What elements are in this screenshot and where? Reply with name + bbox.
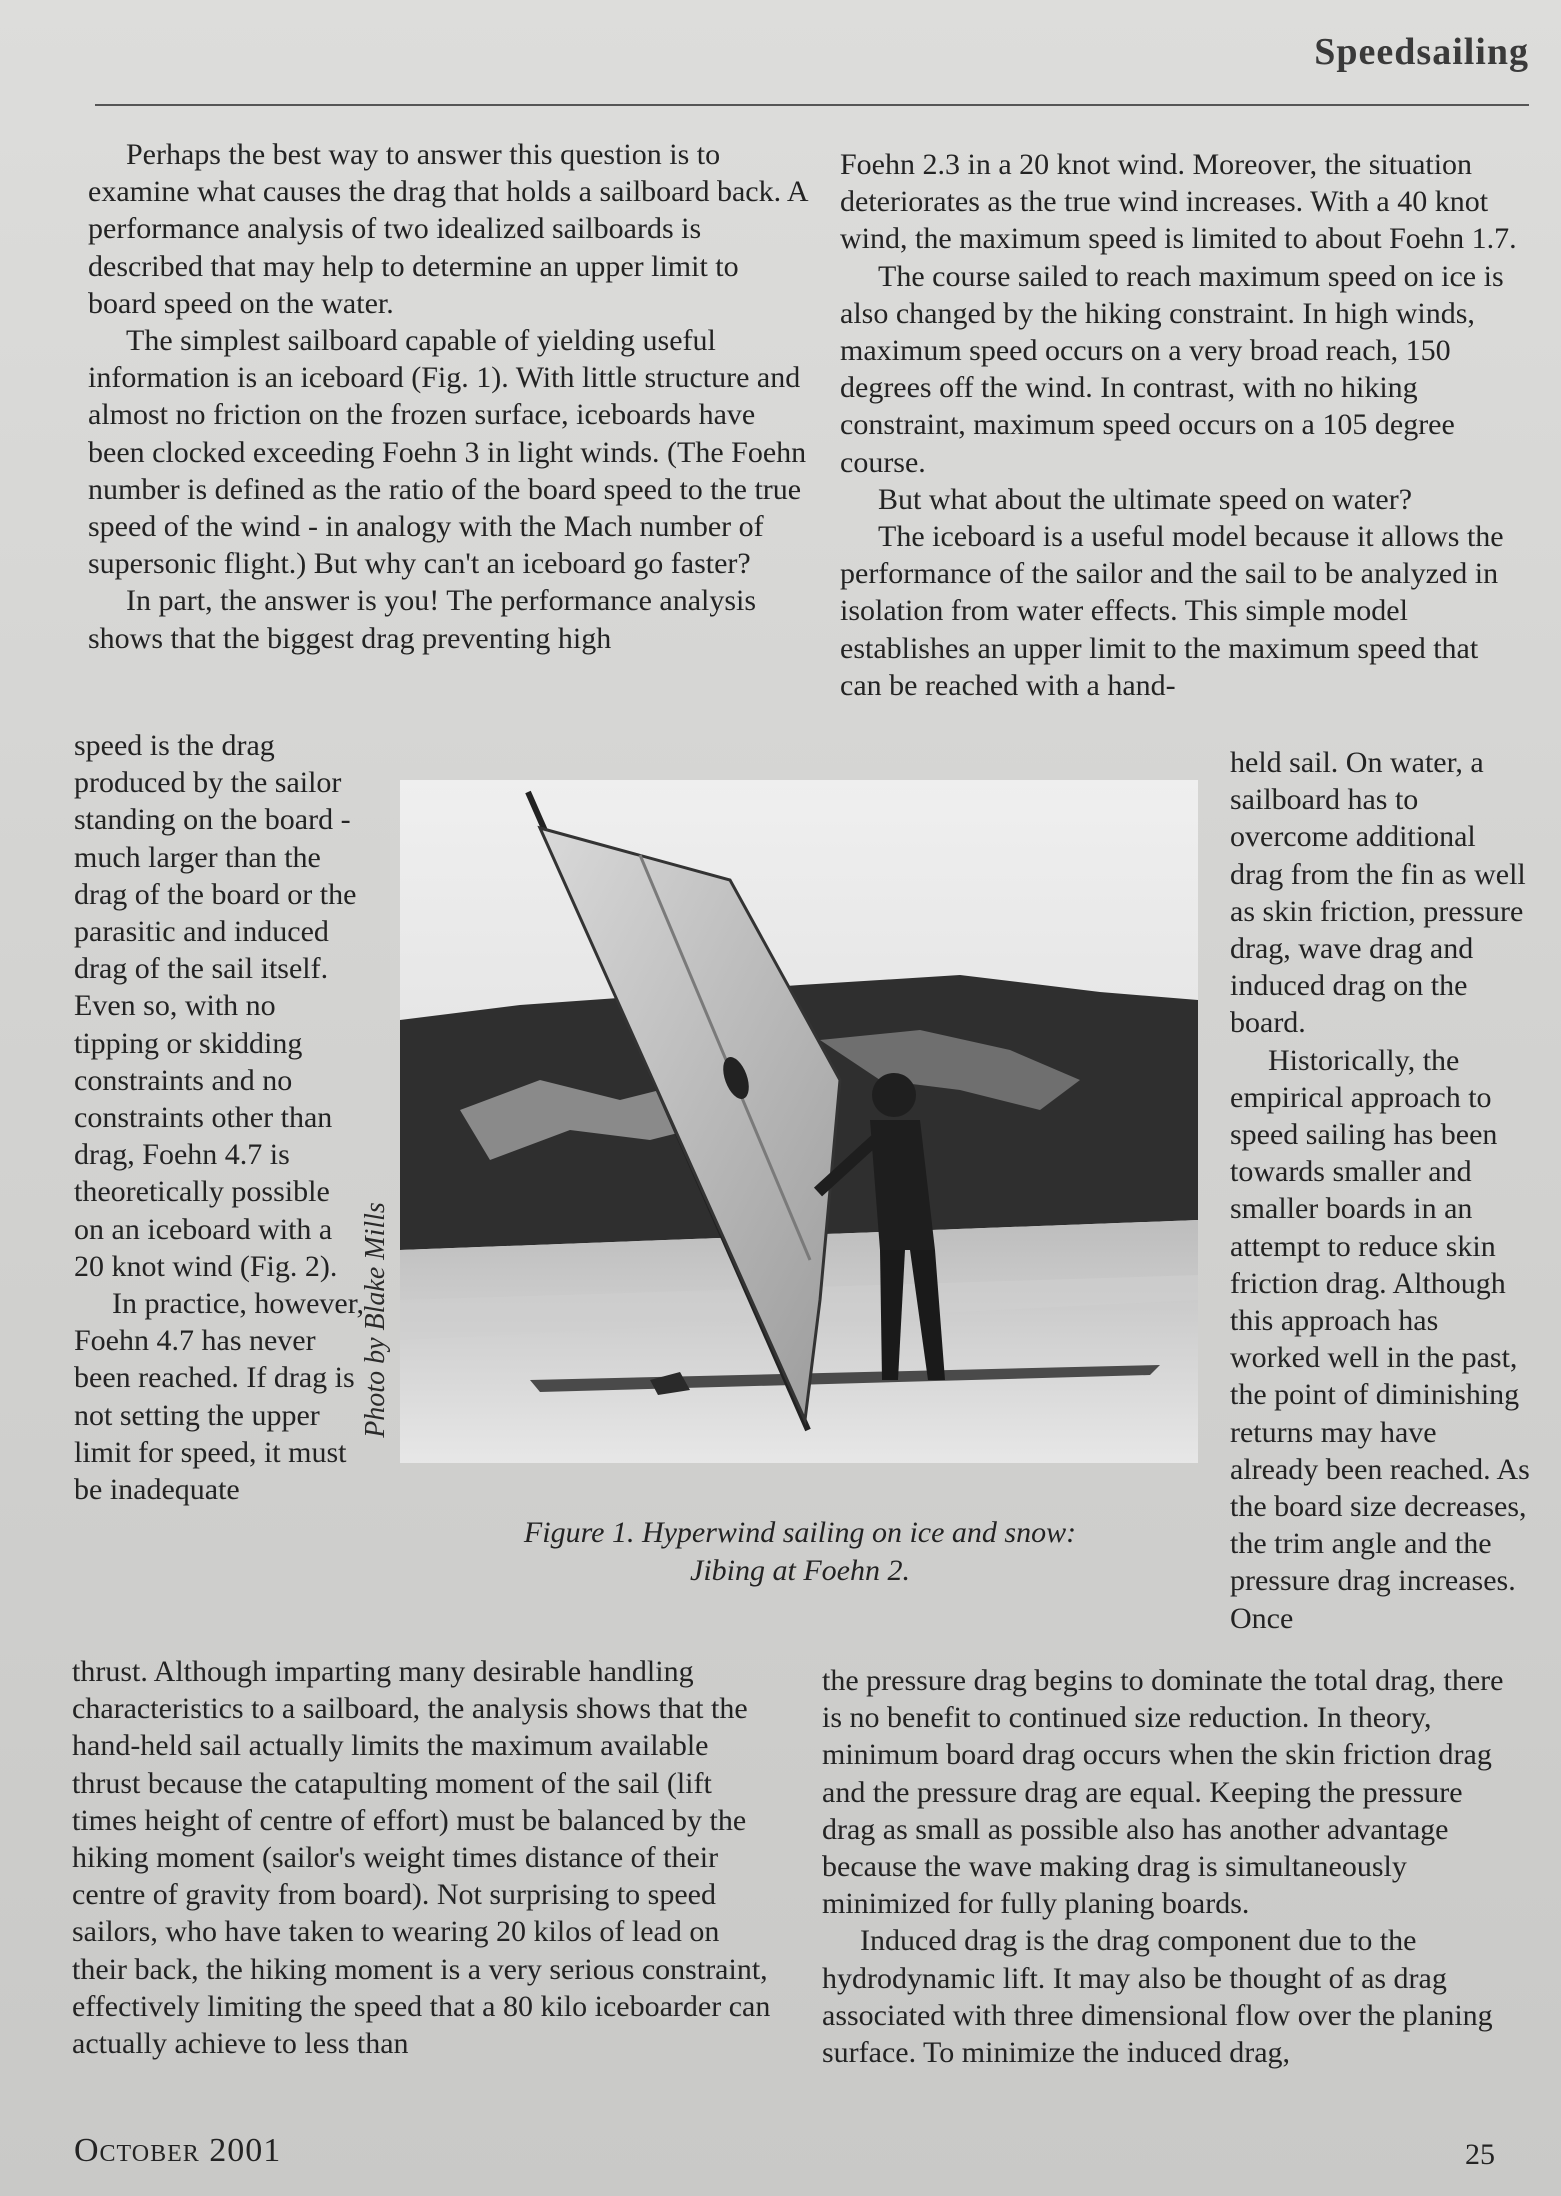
caption-line: Figure 1. Hyperwind sailing on ice and snow: (523, 1516, 1077, 1549)
paragraph: the pressure drag begins to dominate the total drag, there is no benefit to continued size reduction. In theory, minimum board drag occurs when the skin friction drag and the pressure drag are equal. Keeping the pressure drag as small as possible also has another advantage because the wave making drag is simultaneously minimized for fully planing boards. (822, 1664, 1504, 1921)
page-number: 25 (1465, 2138, 1495, 2171)
right-column-wrap (1230, 744, 1530, 1637)
paragraph: Historically, the empirical approach to speed sailing has been towards smaller and smaller boards in an attempt to reduce skin friction drag. Although this approach has worked well in the past, the point of diminishing returns may have already been reached. As the board size decreases, the trim angle and the pressure drag increases. Once (1230, 1043, 1530, 1635)
paragraph: Perhaps the best way to answer this question is to examine what causes the drag that holds a sailboard back. A performance analysis of two idealized sailboards is described that may help to determine an upper limit to board speed on the water. (88, 138, 807, 320)
figure-photo-iceboard (400, 780, 1198, 1463)
caption-line: Jibing at Foehn 2. (690, 1554, 910, 1587)
figure-caption (480, 1514, 1120, 1590)
right-column-bottom (822, 1662, 1512, 2071)
paragraph: But what about the ultimate speed on water? (878, 482, 1413, 516)
paragraph: The simplest sailboard capable of yielding useful information is an iceboard (Fig. 1). With little structure and almost no friction on the frozen surface, iceboards have been clocked exceeding Foehn 3 in light winds. (The Foehn number is defined as the ratio of the board speed to the true speed of the wind - in analogy with the Mach number of supersonic flight.) But why can't an iceboard go faster? (88, 324, 807, 581)
right-column-top (840, 146, 1520, 704)
left-column-wrap (74, 727, 364, 1508)
paragraph: In practice, however, Foehn 4.7 has never been reached. If drag is not setting the upper limit for speed, it must be inadequate (74, 1287, 364, 1507)
paragraph: In part, the answer is you! The performance analysis shows that the biggest drag preventing high (88, 584, 757, 655)
paragraph: The iceboard is a useful model because it allows the performance of the sailor and the sail to be analyzed in isolation from water effects. This simple model establishes an upper limit to the maximum speed that can be reached with a hand- (840, 520, 1504, 702)
paragraph: thrust. Although imparting many desirable handling characteristics to a sailboard, the analysis shows that the hand-held sail actually limits the maximum available thrust because the catapulting moment of the sail (lift times height of centre of effort) must be balanced by the hiking moment (sailor's weight times distance of their centre of gravity from board). Not surprising to speed sailors, who have taken to wearing 20 kilos of lead on their back, the hiking moment is a very serious constraint, effectively limiting the speed that a 80 kilo iceboarder can actually achieve to less than (72, 1655, 771, 2061)
header-divider (95, 104, 1529, 106)
paragraph: held sail. On water, a sailboard has to overcome additional drag from the fin as well as skin friction, pressure drag, wave drag and induced drag on the board. (1230, 746, 1526, 1040)
photo-credit: Photo by Blake Mills (360, 1202, 391, 1438)
paragraph: Induced drag is the drag component due to the hydrodynamic lift. It may also be thought of as drag associated with three dimensional flow over the planing surface. To minimize the induced drag, (822, 1924, 1493, 2070)
paragraph: Foehn 2.3 in a 20 knot wind. Moreover, the situation deteriorates as the true wind increases. With a 40 knot wind, the maximum speed is limited to about Foehn 1.7. (840, 148, 1517, 256)
section-title: Speedsailing (1314, 31, 1529, 73)
iceboard-photo-illustration (400, 780, 1198, 1463)
left-column-top (88, 136, 808, 657)
issue-date: October 2001 (74, 2132, 282, 2169)
paragraph: The course sailed to reach maximum speed on ice is also changed by the hiking constraint. In high winds, maximum speed occurs on a very broad reach, 150 degrees off the wind. In contrast, with no hiking constraint, maximum speed occurs on a 105 degree course. (840, 259, 1504, 479)
left-column-bottom (72, 1653, 772, 2062)
paragraph: speed is the drag produced by the sailor standing on the board - much larger than the drag of the board or the parasitic and induced drag of the sail itself. Even so, with no tipping or skidding constraints and no constraints other than drag, Foehn 4.7 is theoretically possible on an iceboard with a 20 knot wind (Fig. 2). (74, 729, 357, 1283)
